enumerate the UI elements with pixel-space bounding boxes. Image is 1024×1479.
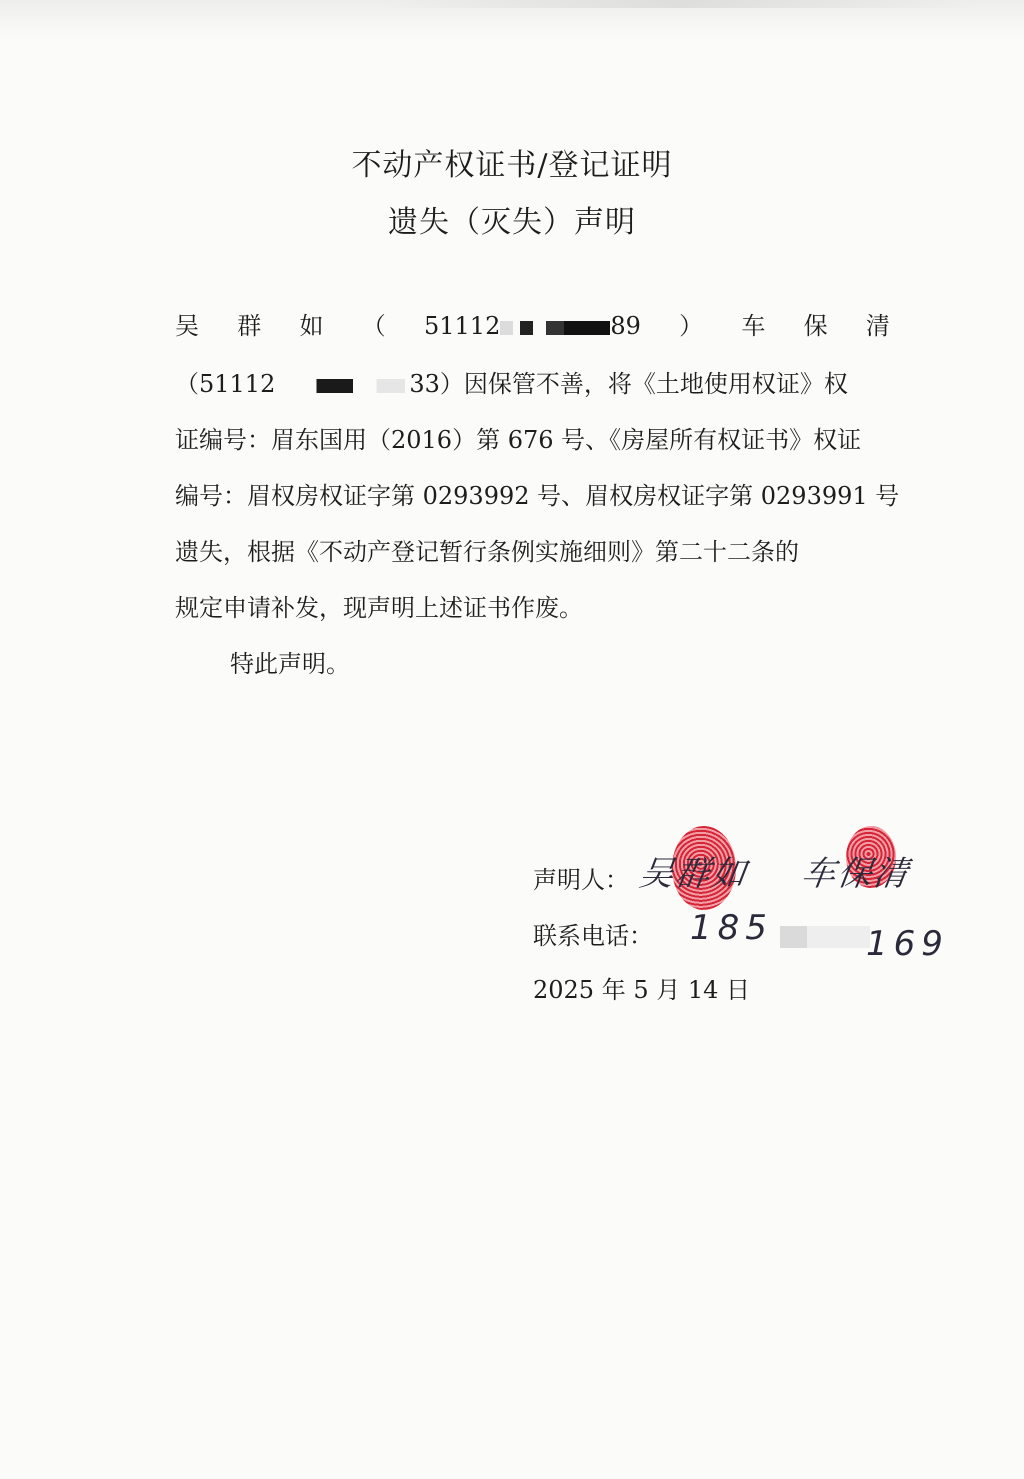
name1-char: 吴 (175, 312, 199, 340)
declaration-date: 2025 年 5 月 14 日 (533, 976, 751, 1004)
id1-suffix: 89 (610, 312, 641, 340)
name2-char: 保 (803, 312, 828, 340)
body-line-4: 编号：眉权房权证字第 0293992 号、眉权房权证字第 0293991 号 (175, 482, 900, 510)
name2-char: 清 (865, 312, 890, 340)
redaction-mark (275, 379, 405, 393)
scan-edge-mark (380, 0, 980, 8)
handwritten-signature-2: 车保清 (798, 854, 913, 894)
open-paren: （ (361, 312, 386, 340)
id1-prefix: 51112 (424, 312, 501, 340)
name2-char: 车 (741, 312, 766, 340)
id2-suffix: 33）因保管不善，将《土地使用权证》权 (409, 370, 848, 398)
document-subtitle: 遗失（灭失）声明 (388, 205, 636, 240)
phone-prefix: 185 (690, 908, 773, 948)
body-line-3: 证编号：眉东国用（2016）第 676 号、《房屋所有权证书》权证 (175, 426, 862, 454)
id2-prefix: （51112 (175, 370, 276, 398)
phone-suffix: 169 (866, 924, 949, 964)
body-line-2 (175, 372, 848, 396)
name1-char: 群 (237, 312, 262, 340)
body-line-1 (175, 314, 890, 338)
declarant-label: 声明人： (533, 866, 629, 894)
close-paren: ） (679, 312, 704, 340)
name1-char: 如 (299, 312, 324, 340)
phone-label: 联系电话： (533, 922, 653, 950)
closing-statement: 特此声明。 (230, 650, 350, 678)
document-title: 不动产权证书/登记证明 (351, 148, 673, 183)
id-number-1 (424, 314, 641, 338)
body-line-5: 遗失，根据《不动产登记暂行条例实施细则》第二十二条的 (175, 538, 799, 566)
handwritten-signature-1: 吴群如 (636, 854, 751, 894)
redaction-mark (780, 926, 870, 948)
body-line-6: 规定申请补发，现声明上述证书作废。 (175, 594, 583, 622)
redaction-mark (500, 321, 610, 335)
